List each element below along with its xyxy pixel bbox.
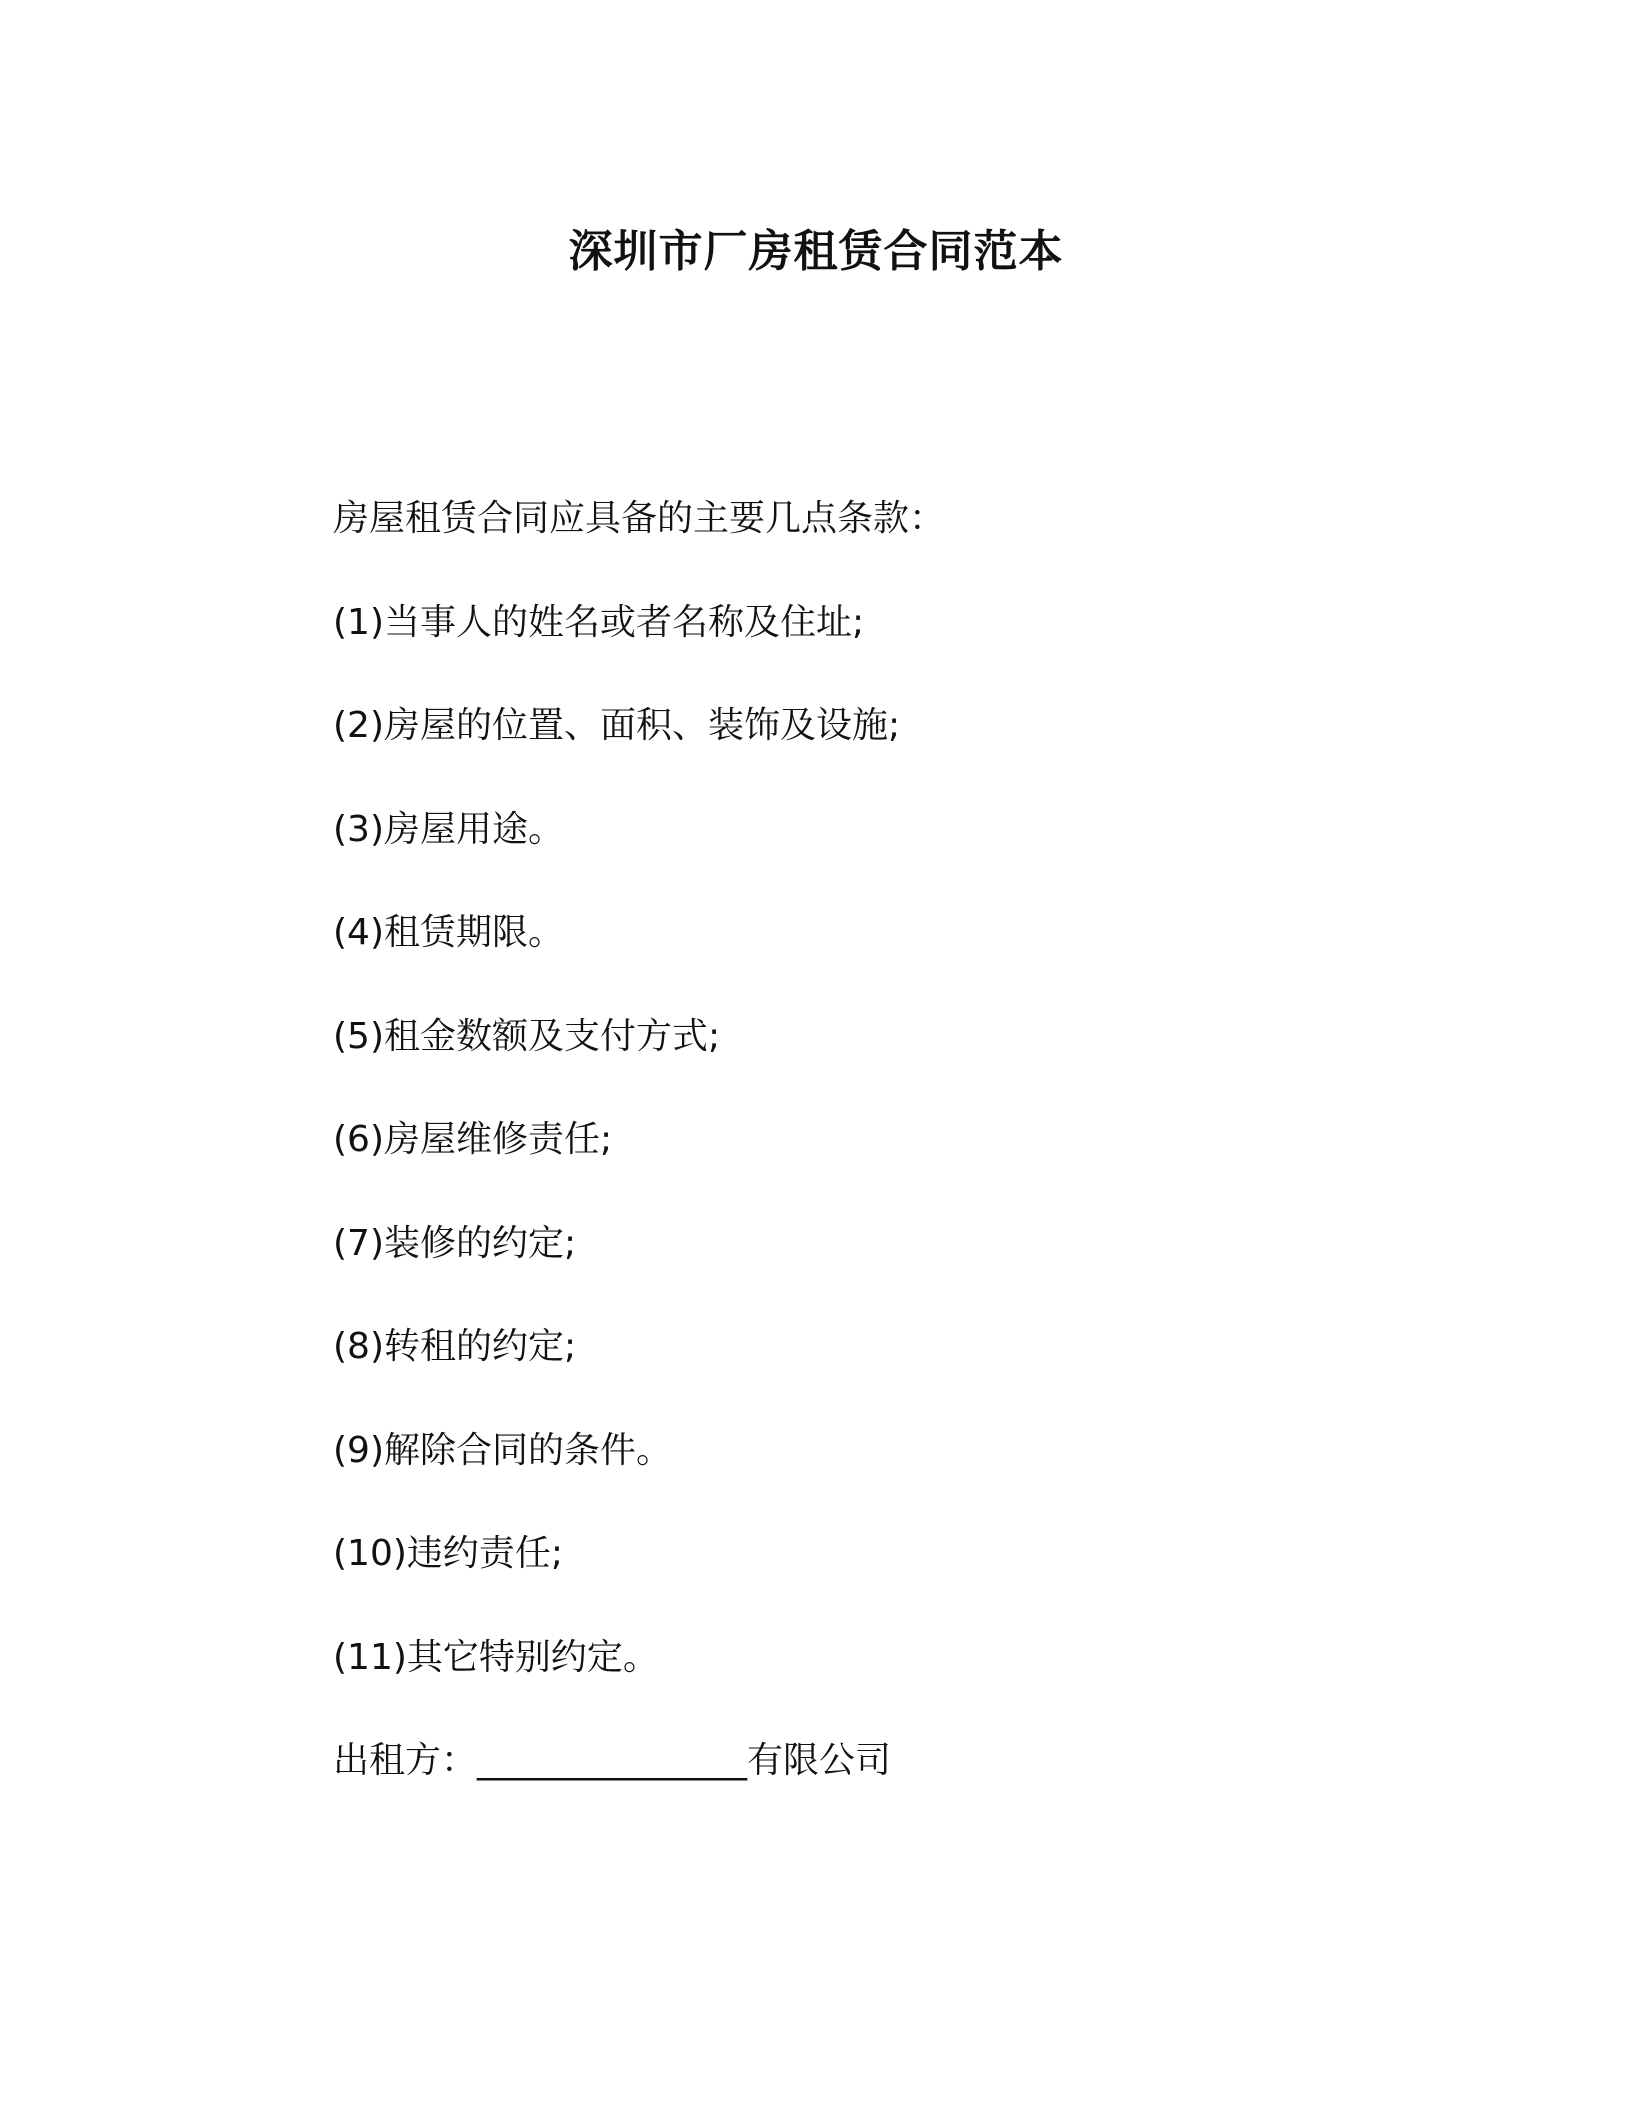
- clause-item: (2)房屋的位置、面积、装饰及设施;: [333, 705, 901, 746]
- document-title: 深圳市厂房租赁合同范本: [568, 226, 1064, 277]
- clause-item: (3)房屋用途。: [333, 809, 564, 850]
- clause-item: (11)其它特别约定。: [333, 1637, 659, 1678]
- clause-item: (5)租金数额及支付方式;: [333, 1016, 721, 1057]
- clause-item: (6)房屋维修责任;: [333, 1119, 613, 1160]
- clause-item: (4)租赁期限。: [333, 912, 564, 953]
- lessor-signature-line: 出租方：_______________有限公司: [333, 1740, 892, 1781]
- clause-item: (8)转租的约定;: [333, 1326, 577, 1367]
- clause-item: (7)装修的约定;: [333, 1223, 577, 1264]
- clauses-intro: 房屋租赁合同应具备的主要几点条款：: [333, 498, 946, 539]
- clause-item: (9)解除合同的条件。: [333, 1430, 672, 1471]
- clause-item: (10)违约责任;: [333, 1533, 564, 1574]
- clause-item: (1)当事人的姓名或者名称及住址;: [333, 602, 865, 643]
